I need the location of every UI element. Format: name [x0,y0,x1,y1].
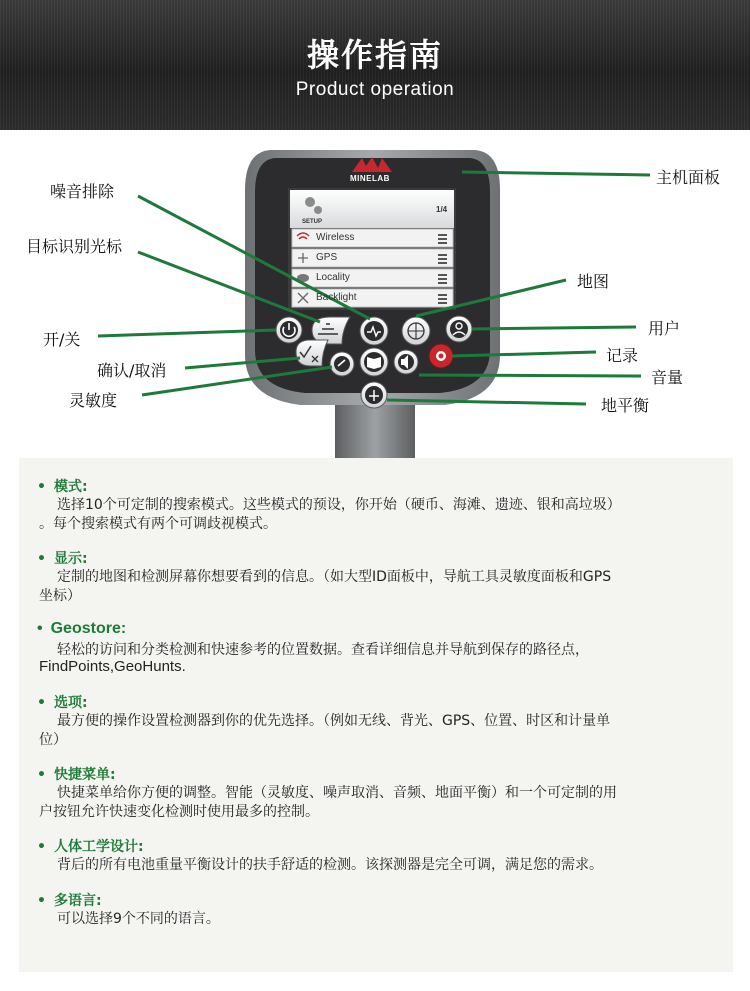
feature-text: 选择10个可定制的搜索模式。这些模式的预设，你开始（硬币、海滩、遗迹、银和高垃圾） [57,497,621,513]
page-title: 操作指南 [306,36,443,74]
callout-main-panel: 主机面板 [656,168,721,187]
callout-target-cursor: 目标识别光标 [26,237,123,256]
callout-noise-cancel: 噪音排除 [50,182,115,201]
feature-heading: • 多语言: [37,893,102,909]
feature-heading: • 人体工学设计: [37,839,144,855]
feature-text: 定制的地图和检测屏幕你想要看到的信息。（如大型ID面板中，导航工具灵敏度面板和GPS [57,569,612,585]
feature-text: 快捷菜单给你方便的调整。智能（灵敏度、噪声取消、音频、地面平衡）和一个可定制的用 [57,785,617,801]
device-illustration [0,130,750,460]
map-button[interactable] [402,317,430,345]
screen-item-backlight[interactable]: Backlight [316,292,357,303]
user-button[interactable] [446,316,472,342]
feature-text: 位） [39,732,67,748]
page-subtitle: Product operation [295,79,455,100]
screen-page-indicator: 1/4 [436,205,448,214]
callout-record: 记录 [606,346,639,365]
screen-menu-title: SETUP [302,219,323,225]
device-handle [335,400,415,460]
callout-ground-balance: 地平衡 [601,396,650,415]
feature-text: 坐标） [39,588,81,604]
menu-book-button[interactable] [360,348,388,376]
feature-heading: • 快捷菜单: [37,767,116,783]
feature-text: 背后的所有电池重量平衡设计的扶手舒适的检测。该探测器是完全可调，满足您的需求。 [57,857,603,873]
feature-text: 户按钮允许快速变化检测时使用最多的控制。 [39,804,319,820]
feature-text: 。每个搜索模式有两个可调歧视模式。 [39,516,277,532]
callout-confirm-cancel: 确认/取消 [97,361,167,380]
sensitivity-button[interactable] [330,352,354,376]
record-button[interactable] [429,344,453,368]
callout-map: 地图 [577,272,610,291]
screen-item-locality[interactable]: Locality [316,272,350,283]
screen-item-wireless[interactable]: Wireless [316,232,355,243]
feature-heading: • 模式: [37,479,88,495]
feature-heading: • 选项: [37,695,88,711]
brand-logo: MINELAB [350,174,390,183]
feature-heading: • Geostore: [37,620,127,637]
header-banner [0,0,750,130]
callout-power: 开/关 [43,330,81,349]
noise-cancel-button[interactable] [360,317,388,345]
volume-button[interactable] [394,350,418,374]
power-button[interactable] [276,317,302,343]
feature-text: 可以选择9个不同的语言。 [57,911,220,927]
callout-volume: 音量 [651,368,684,387]
feature-text: 轻松的访问和分类检测和快速参考的位置数据。查看详细信息并导航到保存的路径点， [57,642,589,658]
callout-sensitivity: 灵敏度 [69,391,118,410]
feature-text: FindPoints,GeoHunts. [39,658,186,675]
feature-heading: • 显示: [37,551,88,567]
ground-balance-button[interactable] [361,382,387,408]
screen-item-gps[interactable]: GPS [316,252,338,263]
features-panel [19,458,733,972]
callout-user: 用户 [648,319,681,338]
feature-text: 最方便的操作设置检测器到你的优先选择。（例如无线、背光、GPS、位置、时区和计量单 [57,713,611,729]
